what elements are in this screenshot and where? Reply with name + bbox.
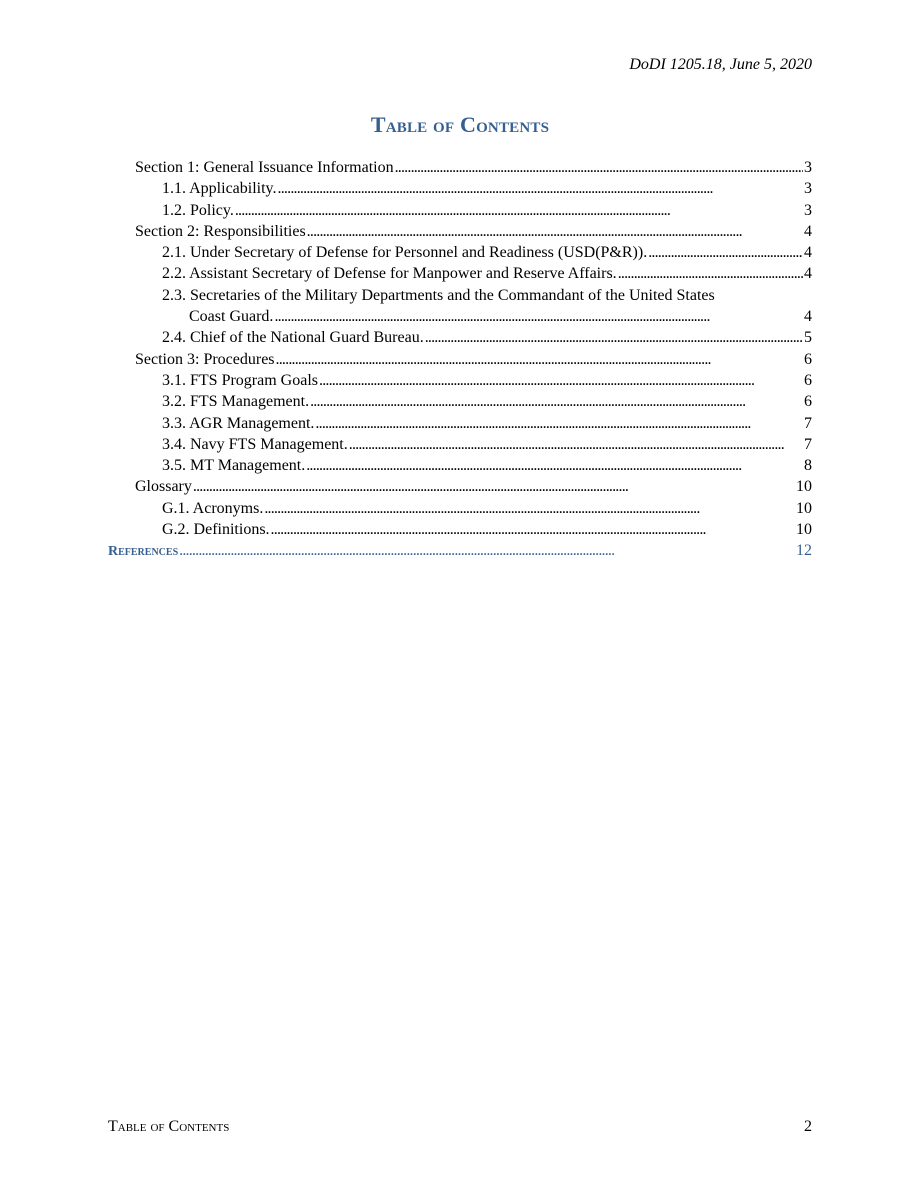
dot-leader — [349, 434, 803, 455]
toc-entry-label: 3.2. FTS Management. — [162, 393, 310, 411]
toc-entry-3-2[interactable] — [108, 391, 812, 412]
toc-entry-page: 6 — [804, 350, 812, 368]
toc-entry-2-3-line-1[interactable] — [108, 285, 812, 306]
toc-entry-label: G.1. Acronyms. — [162, 499, 264, 517]
toc-entry-section-1[interactable] — [108, 157, 812, 178]
toc-entry-label: 2.4. Chief of the National Guard Bureau. — [162, 329, 424, 347]
dot-leader — [618, 263, 803, 284]
table-of-contents — [108, 157, 812, 562]
toc-entry-section-3[interactable] — [108, 349, 812, 370]
dot-leader — [278, 178, 803, 199]
toc-entry-label: 2.1. Under Secretary of Defense for Personnel and Readiness (USD(P&R)). — [162, 244, 648, 262]
dot-leader — [271, 519, 795, 540]
document-reference: DoDI 1205.18, June 5, 2020 — [629, 56, 812, 73]
toc-entry-label: G.2. Definitions. — [162, 521, 270, 539]
toc-entry-page: 5 — [804, 329, 812, 347]
dot-leader — [319, 370, 803, 391]
toc-entry-label: Section 3: Procedures — [135, 350, 275, 368]
toc-entry-page: 10 — [796, 478, 812, 496]
toc-entry-1-1[interactable] — [108, 178, 812, 199]
toc-entry-2-2[interactable] — [108, 263, 812, 284]
toc-entry-g-2[interactable] — [108, 519, 812, 540]
dot-leader — [306, 455, 803, 476]
dot-leader — [193, 476, 795, 497]
dot-leader — [307, 221, 803, 242]
toc-entry-g-1[interactable] — [108, 498, 812, 519]
dot-leader — [310, 391, 803, 412]
toc-entry-2-1[interactable] — [108, 242, 812, 263]
toc-entry-page: 3 — [804, 180, 812, 198]
footer-section-label: Table of Contents — [108, 1118, 230, 1135]
toc-entry-page: 6 — [804, 393, 812, 411]
toc-entry-page: 10 — [796, 521, 812, 539]
toc-entry-label: Glossary — [135, 478, 192, 496]
dot-leader — [276, 349, 803, 370]
toc-entry-3-3[interactable] — [108, 413, 812, 434]
toc-entry-label: 3.5. MT Management. — [162, 457, 306, 475]
toc-entry-3-1[interactable] — [108, 370, 812, 391]
toc-entry-label: Section 2: Responsibilities — [135, 222, 306, 240]
toc-entry-label: 2.2. Assistant Secretary of Defense for Manpower and Reserve Affairs. — [162, 265, 617, 283]
toc-entry-page: 4 — [804, 222, 812, 240]
toc-entry-label: 3.4. Navy FTS Management. — [162, 435, 348, 453]
toc-entry-label: Section 1: General Issuance Information — [135, 159, 394, 176]
toc-entry-page: 4 — [804, 244, 812, 262]
toc-entry-label: 3.3. AGR Management. — [162, 414, 315, 432]
toc-entry-page: 3 — [804, 159, 812, 176]
dot-leader — [179, 540, 795, 561]
dot-leader — [395, 157, 803, 178]
toc-entry-page: 4 — [804, 308, 812, 326]
toc-entry-label: References — [108, 544, 179, 560]
toc-entry-page: 6 — [804, 371, 812, 389]
toc-entry-page: 7 — [804, 414, 812, 432]
toc-entry-label: 2.3. Secretaries of the Military Departments and the Commandant of the United States — [162, 286, 715, 304]
toc-entry-label: 1.2. Policy. — [162, 201, 234, 219]
toc-entry-3-5[interactable] — [108, 455, 812, 476]
toc-entry-3-4[interactable] — [108, 434, 812, 455]
toc-entry-page: 10 — [796, 499, 812, 517]
toc-entry-page: 3 — [804, 201, 812, 219]
toc-entry-label: 3.1. FTS Program Goals — [162, 371, 318, 389]
toc-entry-page: 4 — [804, 265, 812, 283]
page-title: Table of Contents — [370, 112, 550, 137]
toc-entry-1-2[interactable] — [108, 200, 812, 221]
footer-page-number: 2 — [804, 1118, 812, 1135]
dot-leader — [274, 306, 803, 327]
toc-entry-page: 8 — [804, 457, 812, 475]
toc-entry-page: 12 — [796, 542, 812, 560]
toc-entry-references[interactable] — [108, 540, 812, 561]
toc-entry-2-4[interactable] — [108, 327, 812, 348]
dot-leader — [235, 200, 803, 221]
dot-leader — [425, 327, 803, 348]
dot-leader — [264, 498, 795, 519]
toc-entry-page: 7 — [804, 435, 812, 453]
toc-entry-section-2[interactable] — [108, 221, 812, 242]
dot-leader — [315, 413, 803, 434]
toc-entry-label: Coast Guard. — [189, 308, 274, 326]
toc-entry-2-3-line-2[interactable] — [108, 306, 812, 327]
toc-entry-label: 1.1. Applicability. — [162, 180, 277, 198]
toc-entry-glossary[interactable] — [108, 476, 812, 497]
dot-leader — [648, 242, 803, 263]
